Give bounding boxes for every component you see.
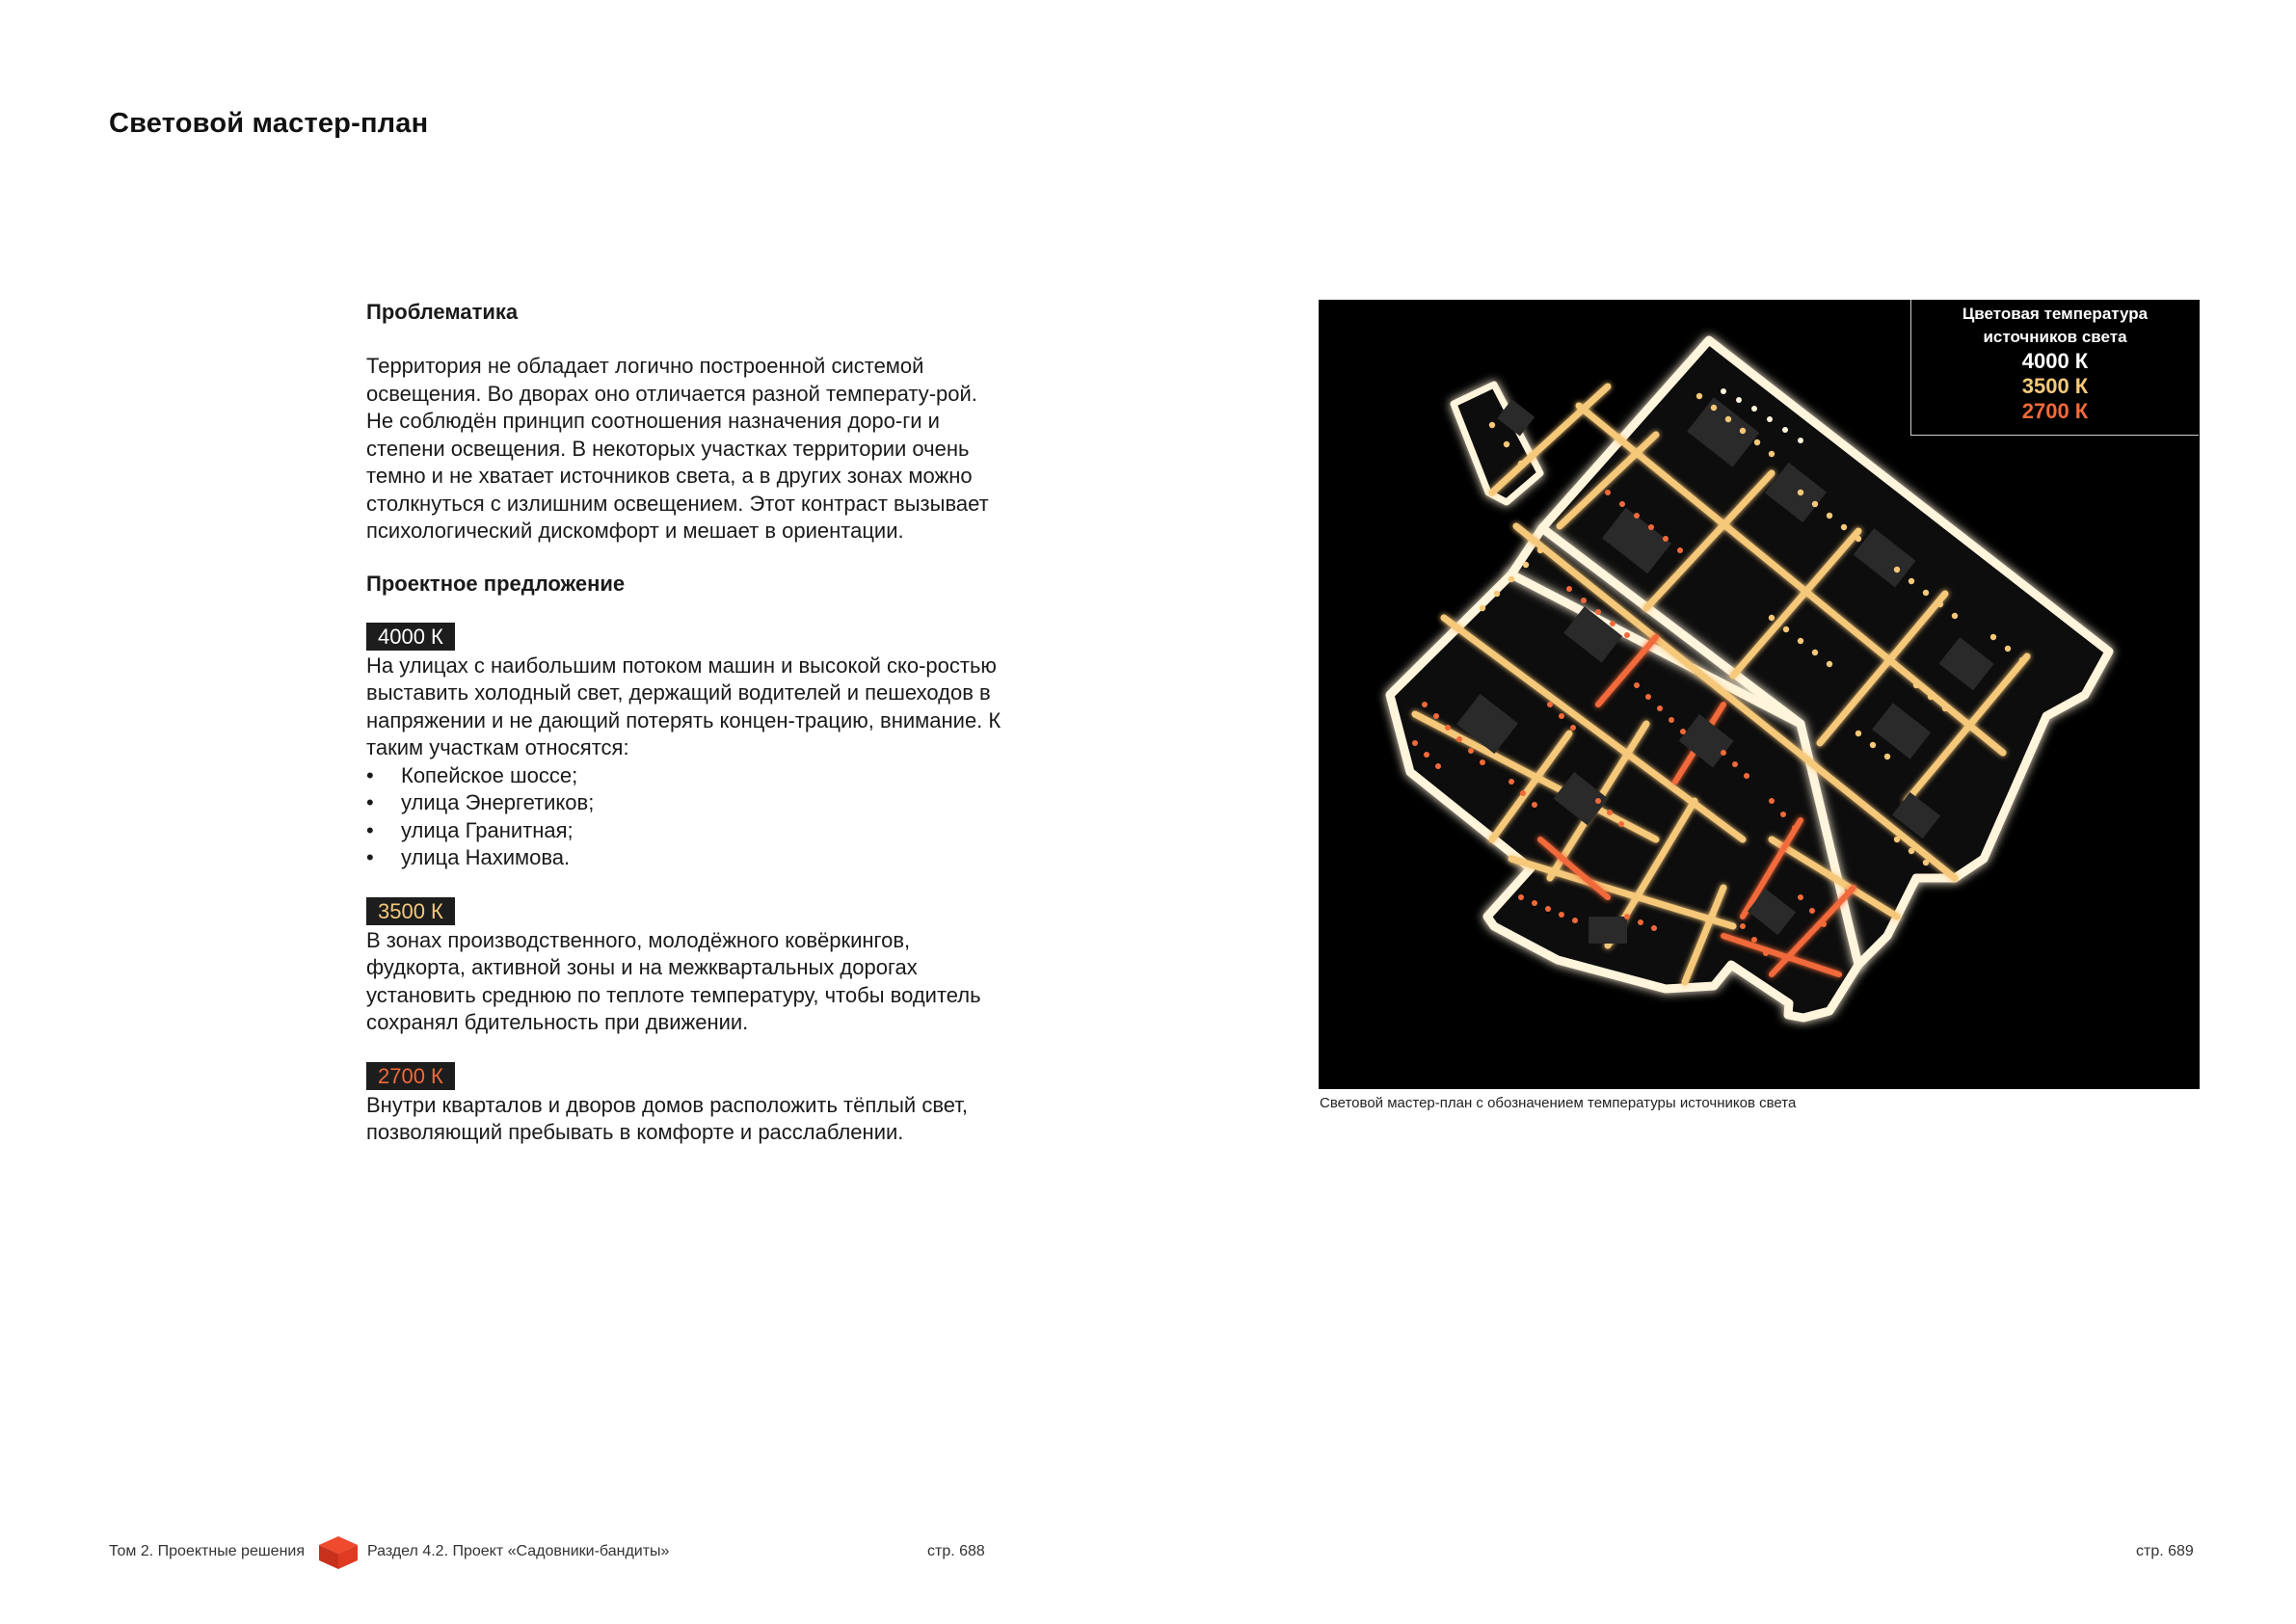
text-4000k: На улицах с наибольшим потоком машин и высокой ско-ростью выставить холодный свет, держащий водителей и пешеходов в напряжении и не дающий потерять концен-трацию, внимание. К таким участкам относятся: (366, 652, 1001, 759)
block-4000 (366, 623, 1002, 872)
block-2700 (366, 1062, 1002, 1147)
problem-text: Территория не обладает логично построенной системой освещения. Во дворах оно отличается разной температу-рой. Не соблюдён принцип соотношения назначения доро-ги и степени освещения. В некоторых участках территории очень темно и не хватает источников света, а в других зонах можно столкнуться с излишним освещением. Этот контраст вызывает психологический дискомфорт и мешает в ориентации. (366, 354, 989, 543)
list-item: • улица Энергетиков; (366, 789, 1002, 817)
legend-3500k: 3500 К (2021, 374, 2089, 398)
legend-2700k: 2700 К (2021, 399, 2089, 423)
badge-3500k: 3500 К (366, 897, 455, 925)
map-caption: Световой мастер-план с обозначением температуры источников света (1320, 1095, 1797, 1111)
badge-4000k: 4000 К (366, 623, 455, 651)
map-legend (1910, 300, 2199, 436)
proposal-heading: Проектное предложение (366, 571, 626, 596)
text-2700k: Внутри кварталов и дворов домов расположить тёплый свет, позволяющий пребывать в комфорте и расслаблении. (366, 1092, 969, 1144)
footer-section: Раздел 4.2. Проект «Садовники-бандиты» (367, 1543, 670, 1559)
badge-2700k: 2700 К (366, 1062, 455, 1090)
list-item: • улица Гранитная; (366, 817, 1002, 845)
lighting-master-plan-map (1319, 300, 2200, 1089)
list-item: • Копейское шоссе; (366, 762, 1002, 790)
red-cube-logo-icon (317, 1534, 360, 1571)
problem-heading: Проблематика (366, 300, 519, 324)
footer-volume: Том 2. Проектные решения (109, 1543, 306, 1559)
legend-title-line-2: источников света (1983, 328, 2127, 346)
list-item: • улица Нахимова. (366, 844, 1002, 872)
legend-4000k: 4000 К (2021, 349, 2089, 373)
text-column (366, 299, 1002, 1147)
footer-page-left: стр. 688 (927, 1543, 985, 1559)
text-3500k: В зонах производственного, молодёжного ковёркингов, фудкорта, активной зоны и на межквартальных дорогах установить среднюю по теплоте температуру, чтобы водитель сохранял бдительность при движении. (366, 927, 981, 1034)
block-3500 (366, 897, 1002, 1037)
footer-page-right: стр. 689 (2136, 1543, 2194, 1559)
legend-title-line-1: Цветовая температура (1962, 305, 2149, 323)
page-title: Световой мастер-план (109, 108, 429, 139)
street-list (366, 762, 1002, 872)
